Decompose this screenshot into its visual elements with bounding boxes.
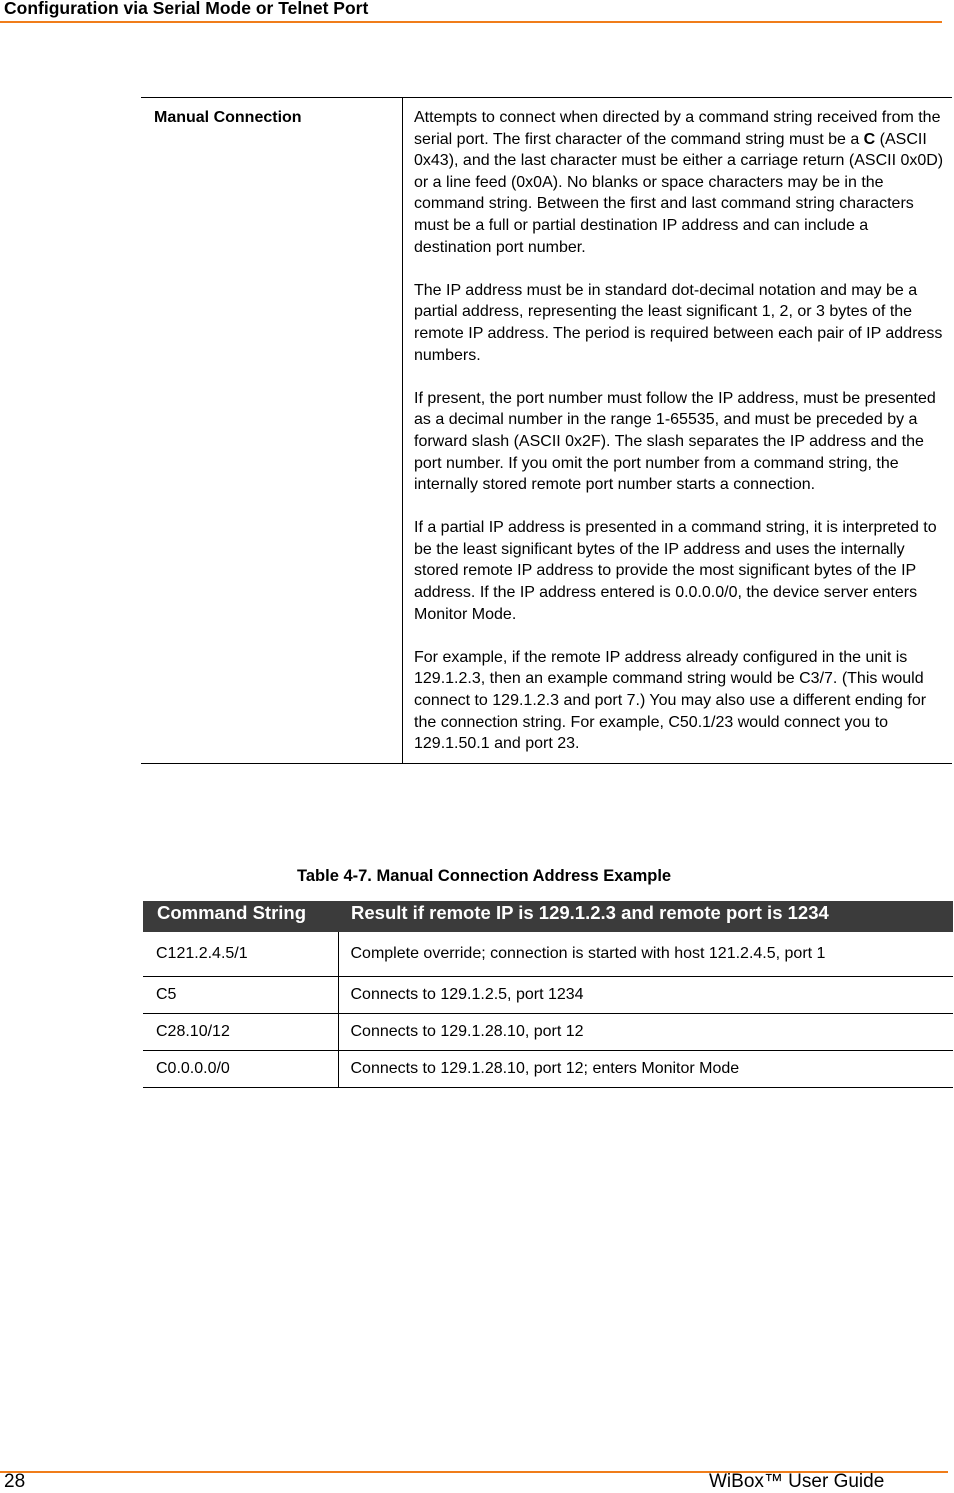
cell-command: C0.0.0.0/0 bbox=[143, 1051, 338, 1088]
table-row bbox=[143, 932, 953, 977]
cell-result: Connects to 129.1.28.10, port 12 bbox=[338, 1014, 953, 1051]
page-number: 28 bbox=[4, 1471, 26, 1492]
cell-result: Connects to 129.1.28.10, port 12; enters Monitor Mode bbox=[338, 1051, 953, 1088]
definition-term: Manual Connection bbox=[141, 98, 403, 764]
definition-paragraph-1: Attempts to connect when directed by a command string received from the serial port. The first character of the command string must be a C (ASCII 0x43), and the last character must be either a carriage return (ASCII 0x0D) or a line feed (0x0A). No blanks or space characters may be in the command string. Between the first and last command string characters must be a full or partial destination IP address and can include a destination port number. bbox=[414, 109, 944, 256]
cell-command: C28.10/12 bbox=[143, 1014, 338, 1051]
definition-paragraph-3: If present, the port number must follow the IP address, must be presented as a decimal number in the range 1-65535, and must be preceded by a forward slash (ASCII 0x2F). The slash separates the IP address and the port number. If you omit the port number from a command string, the internally stored remote port number starts a connection. bbox=[414, 389, 936, 494]
table-row bbox=[143, 1051, 953, 1088]
cell-command: C5 bbox=[143, 977, 338, 1014]
table-caption: Table 4-7. Manual Connection Address Example bbox=[297, 867, 672, 885]
column-header-command: Command String bbox=[143, 901, 338, 932]
guide-title: WiBox™ User Guide bbox=[709, 1471, 885, 1492]
cell-result: Complete override; connection is started with host 121.2.4.5, port 1 bbox=[338, 932, 953, 977]
table-header-row bbox=[143, 901, 953, 932]
definition-row bbox=[141, 98, 952, 764]
definition-table bbox=[141, 97, 952, 764]
example-table bbox=[143, 901, 953, 1088]
definition-paragraph-5: For example, if the remote IP address already configured in the unit is 129.1.2.3, then an example command string would be C3/7. (This would connect to 129.1.2.3 and port 7.) You may also use a different ending for the connection string. For example, C50.1/23 would connect you to 129.1.50.1 and port 23. bbox=[414, 648, 927, 753]
cell-result: Connects to 129.1.2.5, port 1234 bbox=[338, 977, 953, 1014]
cell-command: C121.2.4.5/1 bbox=[143, 932, 338, 977]
definition-body bbox=[403, 98, 953, 764]
page-header-title: Configuration via Serial Mode or Telnet Port bbox=[4, 0, 369, 18]
definition-paragraph-2: The IP address must be in standard dot-decimal notation and may be a partial address, representing the least significant 1, 2, or 3 bytes of the remote IP address. The period is required between each pair of IP address numbers. bbox=[414, 281, 943, 364]
table-row bbox=[143, 1014, 953, 1051]
column-header-result: Result if remote IP is 129.1.2.3 and remote port is 1234 bbox=[338, 901, 953, 932]
definition-paragraph-4: If a partial IP address is presented in a command string, it is interpreted to be the least significant bytes of the IP address and uses the internally stored remote IP address to provide the most significant bytes of the IP address. If the IP address entered is 0.0.0.0/0, the device server enters Monitor Mode. bbox=[414, 519, 937, 623]
table-row bbox=[143, 977, 953, 1014]
header-rule bbox=[0, 21, 942, 23]
